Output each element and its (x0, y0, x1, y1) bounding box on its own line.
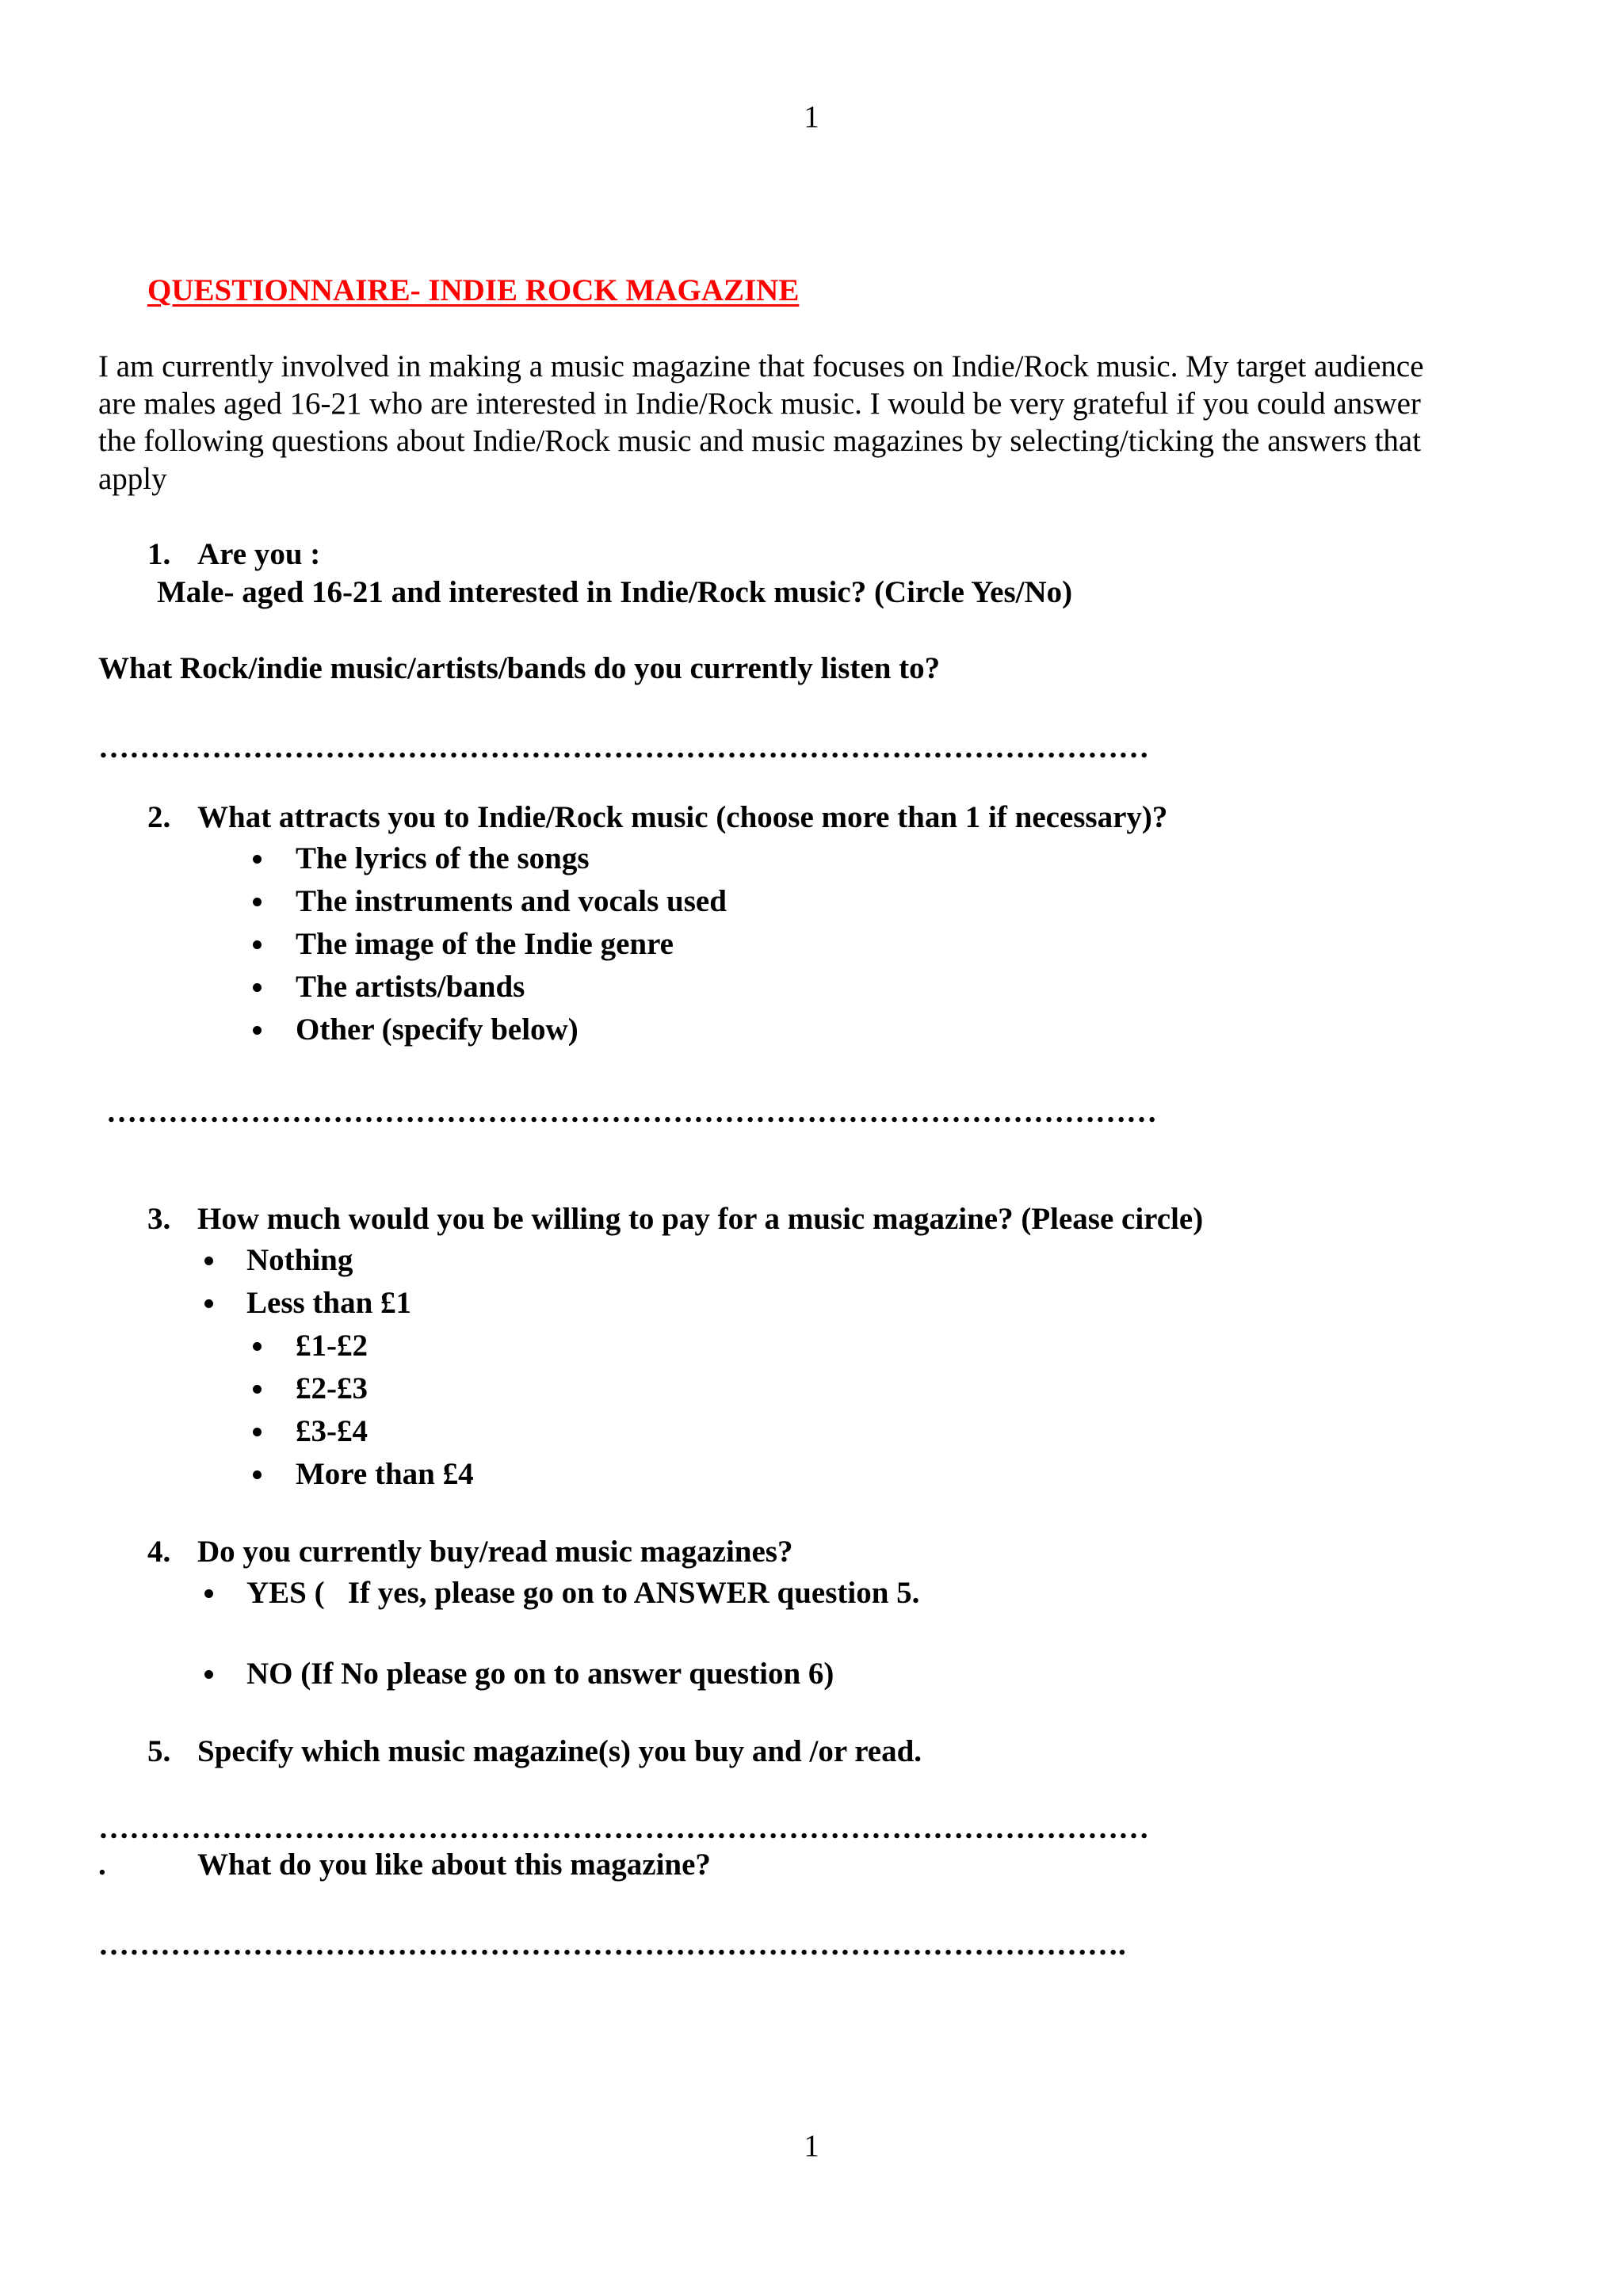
question-text: Do you currently buy/read music magazines? (197, 1535, 793, 1569)
question-text: What attracts you to Indie/Rock music (choose more than 1 if necessary)? (197, 800, 1168, 834)
question-number: 5. (147, 1734, 171, 1768)
bullet-icon (253, 855, 262, 864)
question-1b-text: What Rock/indie music/artists/bands do you currently listen to? (98, 651, 941, 685)
question-number: 4. (147, 1535, 171, 1569)
option-label: The instruments and vocals used (296, 884, 727, 918)
bullet-icon (253, 940, 262, 949)
option-label: The image of the Indie genre (296, 927, 674, 961)
question-number: 2. (147, 800, 171, 834)
intro-line: the following questions about Indie/Rock music and music magazines by selecting/ticking the answers that (98, 424, 1422, 458)
bullet-icon (253, 1470, 262, 1479)
page-number-bottom: 1 (804, 2129, 819, 2163)
bullet-icon (253, 1385, 262, 1394)
question-text: How much would you be willing to pay for a music magazine? (Please circle) (197, 1202, 1204, 1236)
bullet-icon (204, 1299, 213, 1308)
intro-line: are males aged 16-21 who are interested in Indie/Rock music. I would be very grateful if you could answer (98, 387, 1421, 421)
bullet-icon (253, 1342, 262, 1351)
option-label: Nothing (246, 1243, 353, 1277)
option-label: Other (specify below) (296, 1013, 579, 1047)
page-title: QUESTIONNAIRE- INDIE ROCK MAGAZINE (147, 273, 800, 307)
bullet-icon (253, 1026, 262, 1035)
option-label: NO (If No please go on to answer question 6) (246, 1657, 834, 1691)
question-text: What do you like about this magazine? (197, 1848, 711, 1882)
intro-line: I am currently involved in making a music magazine that focuses on Indie/Rock music. My target audience (98, 349, 1424, 383)
bullet-icon (253, 983, 262, 992)
option-label: The lyrics of the songs (296, 841, 590, 875)
answer-line[interactable]: ………………………………………………………………………………………… (98, 730, 1149, 765)
option-label: £2-£3 (296, 1371, 368, 1405)
question-number: 1. (147, 537, 171, 571)
option-label: Less than £1 (246, 1286, 412, 1320)
bullet-icon (204, 1670, 213, 1679)
question-text: Are you : (197, 537, 321, 571)
bullet-icon (253, 1428, 262, 1436)
question-subtext: Male- aged 16-21 and interested in Indie/Rock music? (Circle Yes/No) (157, 575, 1073, 609)
option-label: More than £4 (296, 1457, 474, 1491)
bullet-icon (253, 898, 262, 906)
answer-line[interactable]: ………………………………………………………………………………………… (106, 1095, 1157, 1129)
intro-line: apply (98, 462, 167, 496)
option-label: £3-£4 (296, 1414, 368, 1448)
bullet-icon (204, 1589, 213, 1598)
question-marker: . (98, 1848, 106, 1882)
page-number-top: 1 (804, 100, 819, 134)
option-label: The artists/bands (296, 970, 525, 1004)
bullet-icon (204, 1257, 213, 1265)
question-number: 3. (147, 1202, 171, 1236)
answer-line[interactable]: ………………………………………………………………………………………. (98, 1928, 1126, 1962)
question-text: Specify which music magazine(s) you buy and /or read. (197, 1734, 922, 1768)
answer-line[interactable]: ………………………………………………………………………………………… (98, 1811, 1149, 1845)
option-label: YES ( If yes, please go on to ANSWER question 5. (246, 1576, 920, 1610)
option-label: £1-£2 (296, 1329, 368, 1363)
